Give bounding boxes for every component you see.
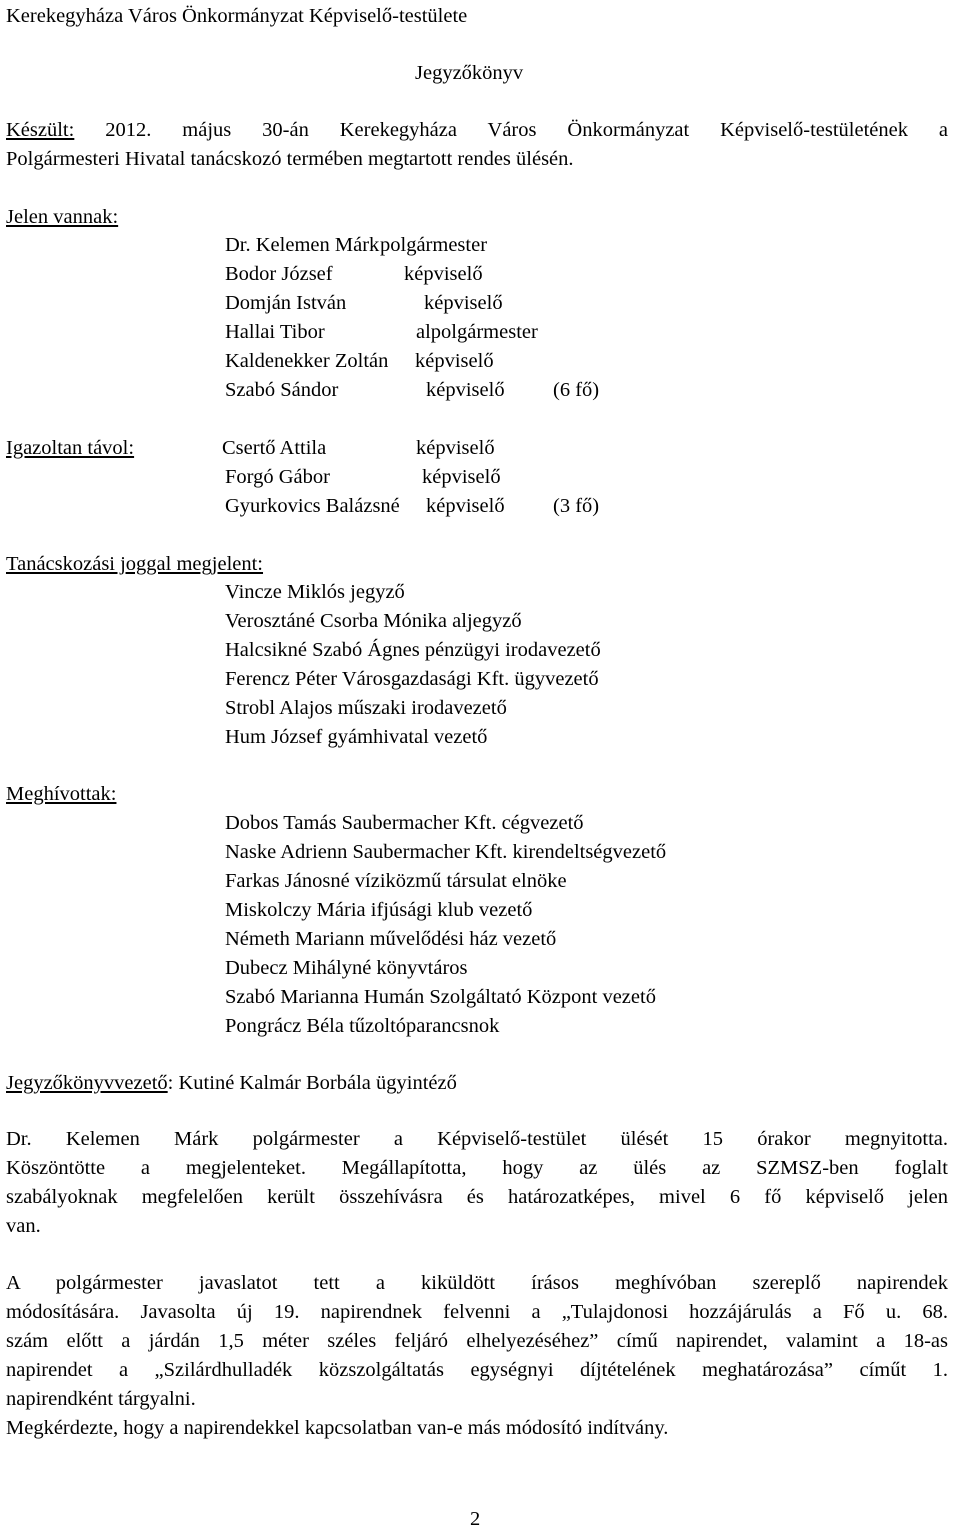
opening-line: Köszöntötte a megjelenteket. Megállapította, hogy az ülés az SZMSZ-ben foglalt <box>6 1157 948 1179</box>
present-member-name: Dr. Kelemen Márk <box>225 234 380 256</box>
intro-paragraph <box>6 116 948 174</box>
document-title: Jegyzőkönyv <box>415 62 524 84</box>
absent-member-name: Gyurkovics Balázsné <box>225 495 400 517</box>
advisory-member: Vincze Miklós jegyző <box>225 581 405 603</box>
absent-member-name: Forgó Gábor <box>225 466 330 488</box>
agenda-paragraph <box>6 1269 948 1414</box>
agenda-line: A polgármester javaslatot tett a kiküldött írásos meghívóban szereplő napirendek <box>6 1272 948 1294</box>
opening-line: szabályoknak megfelelően került összehívásra és határozatképes, mivel 6 fő képviselő jelen <box>6 1186 948 1208</box>
agenda-line: módosítására. Javasolta új 19. napirendnek felvenni a „Tulajdonosi hozzájárulás a Fő u. 68. <box>6 1301 948 1323</box>
invited-member: Farkas Jánosné víziközmű társulat elnöke <box>225 870 567 892</box>
present-member-role: polgármester <box>380 234 488 256</box>
present-member-name: Kaldenekker Zoltán <box>225 350 389 372</box>
invited-label: Meghívottak: <box>6 783 117 805</box>
agenda-line: napirendként tárgyalni. <box>6 1388 196 1410</box>
intro-line-1: 2012. május 30-án Kerekegyháza Város Önkormányzat Képviselő-testületének a <box>74 119 948 141</box>
intro-label: Készült: <box>6 119 75 141</box>
present-count: (6 fő) <box>553 379 600 401</box>
opening-line: Dr. Kelemen Márk polgármester a Képviselő-testület ülését 15 órakor megnyitotta. <box>6 1128 948 1150</box>
invited-member: Naske Adrienn Saubermacher Kft. kirendeltségvezető <box>225 841 667 863</box>
advisory-member: Halcsikné Szabó Ágnes pénzügyi irodavezető <box>225 639 601 661</box>
present-member-role: képviselő <box>426 379 505 401</box>
absent-member-role: képviselő <box>416 437 495 459</box>
invited-member: Dobos Tamás Saubermacher Kft. cégvezető <box>225 812 584 834</box>
absent-member-role: képviselő <box>426 495 505 517</box>
present-member-role: képviselő <box>415 350 494 372</box>
organization-title: Kerekegyháza Város Önkormányzat Képviselő-testülete <box>6 5 468 27</box>
recorder-line <box>6 1069 457 1098</box>
recorder-value: : Kutiné Kalmár Borbála ügyintéző <box>167 1072 457 1094</box>
intro-line-2: Polgármesteri Hivatal tanácskozó termében megtartott rendes ülésén. <box>6 148 574 170</box>
absent-member-name: Csertő Attila <box>222 437 327 459</box>
invited-member: Pongrácz Béla tűzoltóparancsnok <box>225 1015 500 1037</box>
present-member-name: Bodor József <box>225 263 333 285</box>
absent-member-role: képviselő <box>422 466 501 488</box>
present-member-name: Hallai Tibor <box>225 321 325 343</box>
present-member-name: Domján István <box>225 292 347 314</box>
absent-count: (3 fő) <box>553 495 600 517</box>
present-member-role: képviselő <box>424 292 503 314</box>
present-label: Jelen vannak: <box>6 206 119 228</box>
advisory-label: Tanácskozási joggal megjelent: <box>6 553 264 575</box>
opening-paragraph <box>6 1125 948 1241</box>
absent-label: Igazoltan távol: <box>6 437 135 459</box>
invited-member: Dubecz Mihályné könyvtáros <box>225 957 468 979</box>
agenda-line: szám előtt a járdán 1,5 méter széles feljáró elhelyezéséhez” című napirendet, valamint a 18-as <box>6 1330 948 1352</box>
advisory-member: Hum József gyámhivatal vezető <box>225 726 488 748</box>
recorder-label: Jegyzőkönyvvezető <box>6 1072 168 1094</box>
page-number: 2 <box>470 1508 481 1530</box>
invited-member: Miskolczy Mária ifjúsági klub vezető <box>225 899 533 921</box>
invited-member: Szabó Marianna Humán Szolgáltató Központ vezető <box>225 986 656 1008</box>
present-member-role: alpolgármester <box>416 321 538 343</box>
advisory-member: Strobl Alajos műszaki irodavezető <box>225 697 507 719</box>
agenda-line: napirendet a „Szilárdhulladék közszolgáltatás egységnyi díjtételének meghatározása” címűt 1. <box>6 1359 948 1381</box>
invited-member: Németh Mariann művelődési ház vezető <box>225 928 557 950</box>
question-paragraph: Megkérdezte, hogy a napirendekkel kapcsolatban van-e más módosító indítvány. <box>6 1417 669 1439</box>
present-member-role: képviselő <box>404 263 483 285</box>
opening-line: van. <box>6 1215 41 1237</box>
advisory-member: Verosztáné Csorba Mónika aljegyző <box>225 610 522 632</box>
present-member-name: Szabó Sándor <box>225 379 339 401</box>
advisory-member: Ferencz Péter Városgazdasági Kft. ügyvezető <box>225 668 599 690</box>
